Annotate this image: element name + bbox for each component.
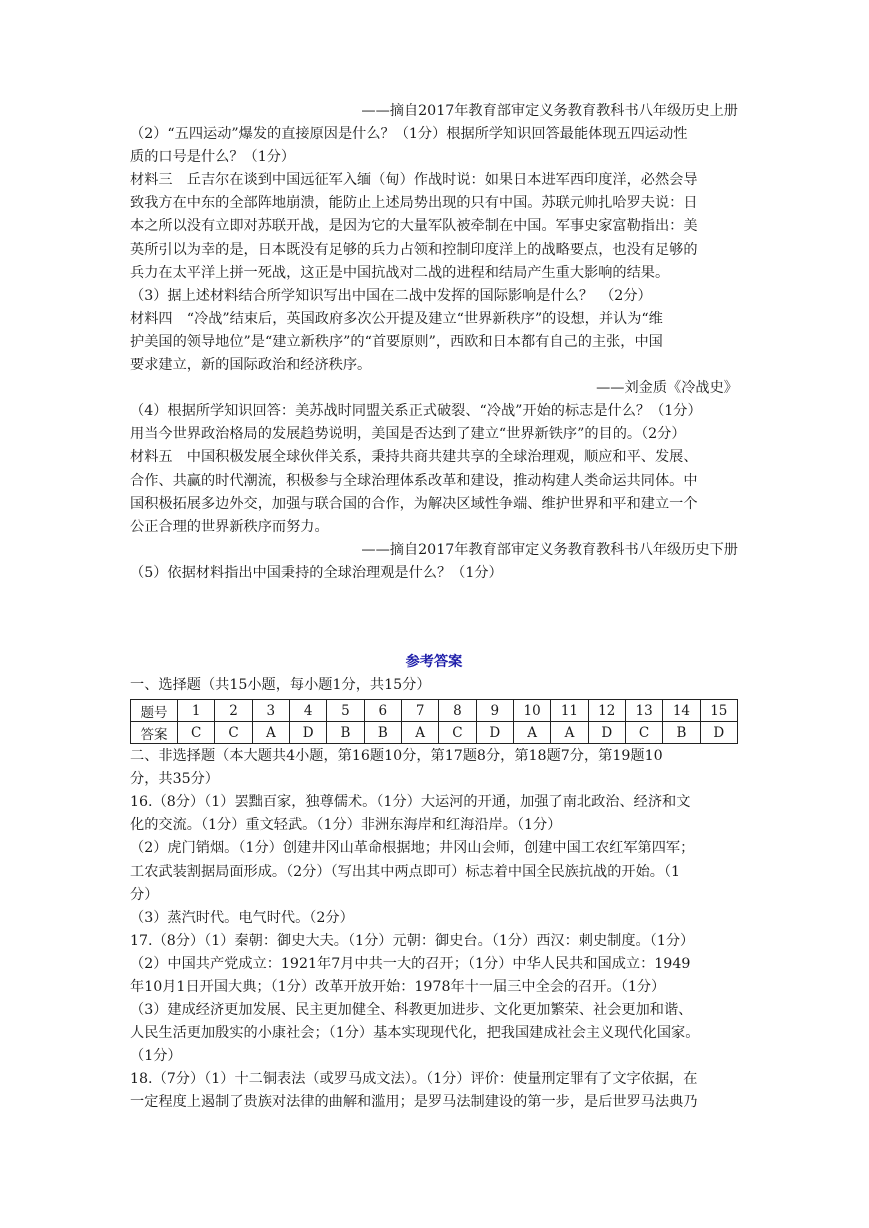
answer-cell: A — [401, 722, 438, 744]
answer-cell: B — [663, 722, 700, 744]
question-number-row — [131, 700, 738, 722]
answer-cell: D — [700, 722, 737, 744]
question-number-cell: 13 — [625, 700, 662, 722]
question-number-cell: 6 — [364, 700, 401, 722]
text-line: 国积极拓展多边外交，加强与联合国的合作，为解决区域性争端、维护世界和平和建立一个 — [130, 495, 698, 512]
section1-heading: 一、选择题（共15小题，每小题1分，共15分） — [130, 676, 431, 693]
answer-cell: C — [439, 722, 476, 744]
answer-line: 人民生活更加殷实的小康社会；（1分）基本实现现代化，把我国建成社会主义现代化国家。 — [130, 1025, 700, 1042]
answer-cell: D — [289, 722, 326, 744]
question-number-cell: 11 — [551, 700, 588, 722]
answer-line: 一定程度上遏制了贵族对法律的曲解和滥用；是罗马法制建设的第一步，是后世罗马法典乃 — [130, 1094, 698, 1111]
text-line: 合作、共赢的时代潮流，积极参与全球治理体系改革和建设，推动构建人类命运共同体。中 — [130, 472, 698, 489]
question-number-cell: 12 — [588, 700, 625, 722]
text-line: 兵力在太平洋上拼一死战，这正是中国抗战对二战的进程和结局产生重大影响的结果。 — [130, 264, 670, 281]
answer-cell: C — [625, 722, 662, 744]
row-label-answer: 答案 — [131, 722, 178, 744]
answer-line: （2）中国共产党成立：1921年7月中共一大的召开；（1分）中华人民共和国成立：1949 — [130, 955, 691, 972]
question-number-cell: 9 — [476, 700, 513, 722]
source-citation: ——刘金质《冷战史》 — [596, 380, 738, 397]
question-number-cell: 3 — [252, 700, 289, 722]
answer-row — [131, 722, 738, 744]
question-number-cell: 10 — [513, 700, 550, 722]
question-number-cell: 5 — [327, 700, 364, 722]
text-line: 材料五 中国积极发展全球伙伴关系，秉持共商共建共享的全球治理观，顺应和平、发展、 — [130, 449, 698, 466]
answer-line: 分） — [130, 886, 159, 903]
answer-cell: D — [588, 722, 625, 744]
question-number-cell: 15 — [700, 700, 737, 722]
answers-title: 参考答案 — [405, 653, 463, 670]
answer-line: 分，共35分） — [130, 771, 219, 788]
question-number-cell: 4 — [289, 700, 326, 722]
answer-cell: A — [252, 722, 289, 744]
answer-line: 二、非选择题（本大题共4小题，第16题10分，第17题8分，第18题7分，第19题10 — [130, 748, 663, 765]
text-line: 用当今世界政治格局的发展趋势说明，美国是否达到了建立“世界新铁序”的目的。（2分） — [130, 426, 686, 443]
answer-line: （2）虎门销烟。（1分）创建井冈山革命根据地；井冈山会师，创建中国工农红军第四军； — [130, 840, 695, 857]
text-line: 要求建立，新的国际政治和经济秩序。 — [130, 357, 372, 374]
text-line: 护美国的领导地位”是“建立新秩序”的“首要原则”，西欧和日本都有自己的主张，中国 — [130, 333, 663, 350]
text-line: 质的口号是什么？（1分） — [130, 149, 296, 166]
text-line: （3）据上述材料结合所学知识写出中国在二战中发挥的国际影响是什么？ （2分） — [130, 287, 652, 304]
text-line: 致我方在中东的全部阵地崩溃，能防止上述局势出现的只有中国。苏联元帅扎哈罗夫说：日 — [130, 195, 698, 212]
question-number-cell: 14 — [663, 700, 700, 722]
text-line: （5）依据材料指出中国秉持的全球治理观是什么？（1分） — [130, 564, 503, 581]
answer-line: 年10月1日开国大典；（1分）改革开放开始：1978年十一届三中全会的召开。（1分） — [130, 979, 666, 995]
answer-cell: B — [364, 722, 401, 744]
answer-line: 化的交流。（1分）重文轻武。（1分）非洲东海岸和红海沿岸。（1分） — [130, 817, 562, 834]
answer-cell: A — [551, 722, 588, 744]
text-line: 本之所以没有立即对苏联开战，是因为它的大量军队被牵制在中国。军事史家富勒指出：美 — [130, 218, 698, 235]
answer-cell: A — [513, 722, 550, 744]
row-label-question: 题号 — [131, 700, 178, 722]
source-citation: ——摘自2017年教育部审定义务教育教科书八年级历史上册 — [361, 103, 738, 119]
text-line: 材料四 “冷战”结束后，英国政府多次公开提及建立“世界新秩序”的设想，并认为“维 — [130, 310, 663, 327]
answer-cell: C — [178, 722, 215, 744]
answer-line: 工农武装割据局面形成。（2分）（写出其中两点即可）标志着中国全民族抗战的开始。（1 — [130, 863, 681, 880]
text-line: 公正合理的世界新秩序而努力。 — [130, 518, 329, 535]
source-citation: ——摘自2017年教育部审定义务教育教科书八年级历史下册 — [361, 541, 738, 558]
question-number-cell: 2 — [215, 700, 252, 722]
answer-line: （3）建成经济更加发展、民主更加健全、科教更加进步、文化更加繁荣、社会更加和谐、 — [130, 1002, 693, 1019]
answer-line: 16.（8分）（1）罢黜百家，独尊儒术。（1分）大运河的开通，加强了南北政治、经济和文 — [130, 794, 691, 811]
answer-line: （1分） — [130, 1048, 182, 1065]
answer-cell: D — [476, 722, 513, 744]
answer-line: （3）蒸汽时代。电气时代。（2分） — [130, 909, 354, 926]
text-line: 材料三 丘吉尔在谈到中国远征军入缅（甸）作战时说：如果日本进军西印度洋，必然会导 — [130, 172, 698, 189]
question-number-cell: 7 — [401, 700, 438, 722]
exam-questions-section — [130, 100, 738, 585]
text-line: （2）“五四运动”爆发的直接原因是什么？（1分）根据所学知识回答最能体现五四运动性 — [130, 126, 688, 143]
answer-line: 17.（8分）（1）秦朝：御史大夫。（1分）元朝：御史台。（1分）西汉：刺史制度。（1分） — [130, 932, 695, 949]
question-number-cell: 1 — [178, 700, 215, 722]
text-line: （4）根据所学知识回答：美苏战时同盟关系正式破裂、“冷战”开始的标志是什么？（1分） — [130, 403, 702, 420]
answer-cell: B — [327, 722, 364, 744]
answer-line: 18.（7分）（1）十二铜表法（或罗马成文法）。（1分）评价：使量刑定罪有了文字依据，在 — [130, 1071, 698, 1088]
question-number-cell: 8 — [439, 700, 476, 722]
answer-table — [130, 699, 738, 744]
answer-explanations-section — [130, 745, 738, 1115]
answer-cell: C — [215, 722, 252, 744]
document-page — [130, 100, 738, 1115]
text-line: 英所引以为幸的是，日本既没有足够的兵力占领和控制印度洋上的战略要点，也没有足够的 — [130, 241, 698, 258]
